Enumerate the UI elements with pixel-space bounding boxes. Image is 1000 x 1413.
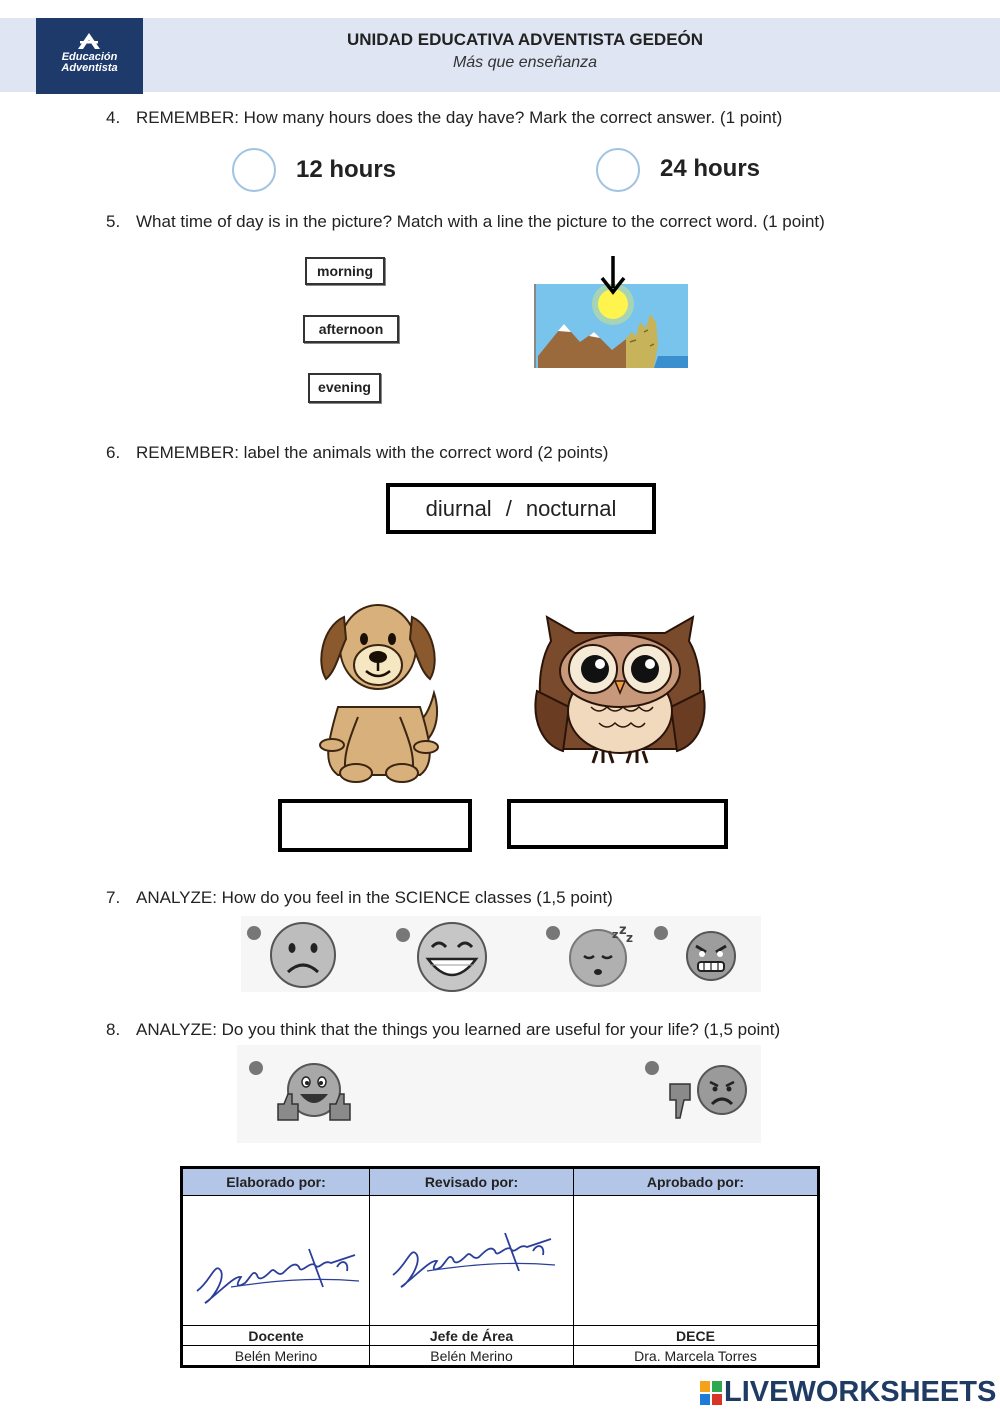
word-bank <box>386 483 656 534</box>
sleepy-face-icon <box>568 922 636 988</box>
svg-text:z: z <box>612 928 619 941</box>
question-number: 6. <box>106 443 121 462</box>
word-afternoon[interactable]: afternoon <box>303 315 399 343</box>
option-24-hours-label: 24 hours <box>660 155 761 182</box>
question-number: 5. <box>106 212 121 231</box>
question-number: 7. <box>106 888 121 907</box>
signature-jefe <box>387 1217 557 1297</box>
word-separator: / <box>505 496 512 521</box>
option-thumbs-down-radio[interactable] <box>645 1061 659 1075</box>
logo-line-1: Educación <box>61 51 118 63</box>
signature-docente <box>191 1231 361 1311</box>
question-text: REMEMBER: How many hours does the day have? Mark the correct answer. (1 point) <box>136 108 783 127</box>
dog-label-input[interactable] <box>278 799 472 852</box>
thumbs-up-face-icon <box>274 1060 354 1128</box>
radio-12-hours[interactable] <box>232 148 276 192</box>
question-number: 4. <box>106 108 121 127</box>
logo-mark-icon <box>76 32 102 50</box>
word-evening[interactable]: evening <box>308 373 381 403</box>
option-sad-radio[interactable] <box>247 926 261 940</box>
option-thumbs-up-radio[interactable] <box>249 1061 263 1075</box>
angry-face-icon <box>684 930 738 982</box>
option-12-hours-label: 12 hours <box>296 156 397 183</box>
question-6 <box>106 443 608 463</box>
word-diurnal: diurnal <box>425 496 492 521</box>
word-nocturnal: nocturnal <box>525 496 617 521</box>
role-docente: Docente <box>182 1326 370 1346</box>
signature-cell-jefe <box>370 1196 574 1326</box>
happy-face-icon <box>414 921 490 993</box>
role-jefe: Jefe de Área <box>370 1326 574 1346</box>
signature-cell-dece <box>574 1196 819 1326</box>
approval-table <box>180 1166 820 1368</box>
dog-picture <box>316 597 444 783</box>
liveworksheets-brand[interactable]: LIVEWORKSHEETS <box>724 1376 997 1408</box>
option-happy-radio[interactable] <box>396 928 410 942</box>
question-number: 8. <box>106 1020 121 1039</box>
question-7 <box>106 888 613 908</box>
svg-text:z: z <box>619 923 627 938</box>
radio-24-hours[interactable] <box>596 148 640 192</box>
svg-text:z: z <box>626 931 633 945</box>
question-text: REMEMBER: label the animals with the correct word (2 points) <box>136 443 609 462</box>
name-dece: Dra. Marcela Torres <box>574 1346 819 1367</box>
logo-line-2: Adventista <box>61 62 118 74</box>
school-logo <box>36 18 143 94</box>
owl-picture <box>533 611 707 767</box>
header-elaborado: Elaborado por: <box>182 1168 370 1196</box>
header-aprobado: Aprobado por: <box>574 1168 819 1196</box>
question-text: ANALYZE: How do you feel in the SCIENCE classes (1,5 point) <box>136 888 613 907</box>
question-5 <box>106 212 825 232</box>
liveworksheets-logo-icon <box>700 1381 722 1405</box>
question-8 <box>106 1020 780 1040</box>
question-text: ANALYZE: Do you think that the things you learned are useful for your life? (1,5 point) <box>136 1020 781 1039</box>
question-4 <box>106 108 782 128</box>
word-morning[interactable]: morning <box>305 257 385 285</box>
role-dece: DECE <box>574 1326 819 1346</box>
school-tagline: Más que enseñanza <box>452 54 598 71</box>
sad-face-icon <box>268 920 338 990</box>
daytime-scene-picture[interactable] <box>534 252 690 370</box>
question-text: What time of day is in the picture? Match with a line the picture to the correct word. (1 point) <box>136 212 825 231</box>
option-sleepy-radio[interactable] <box>546 926 560 940</box>
header-revisado: Revisado por: <box>370 1168 574 1196</box>
name-docente: Belén Merino <box>182 1346 370 1367</box>
signature-cell-docente <box>182 1196 370 1326</box>
owl-label-input[interactable] <box>507 799 728 849</box>
school-name: UNIDAD EDUCATIVA ADVENTISTA GEDEÓN <box>346 30 704 49</box>
name-jefe: Belén Merino <box>370 1346 574 1367</box>
thumbs-down-face-icon <box>668 1062 750 1124</box>
option-angry-radio[interactable] <box>654 926 668 940</box>
